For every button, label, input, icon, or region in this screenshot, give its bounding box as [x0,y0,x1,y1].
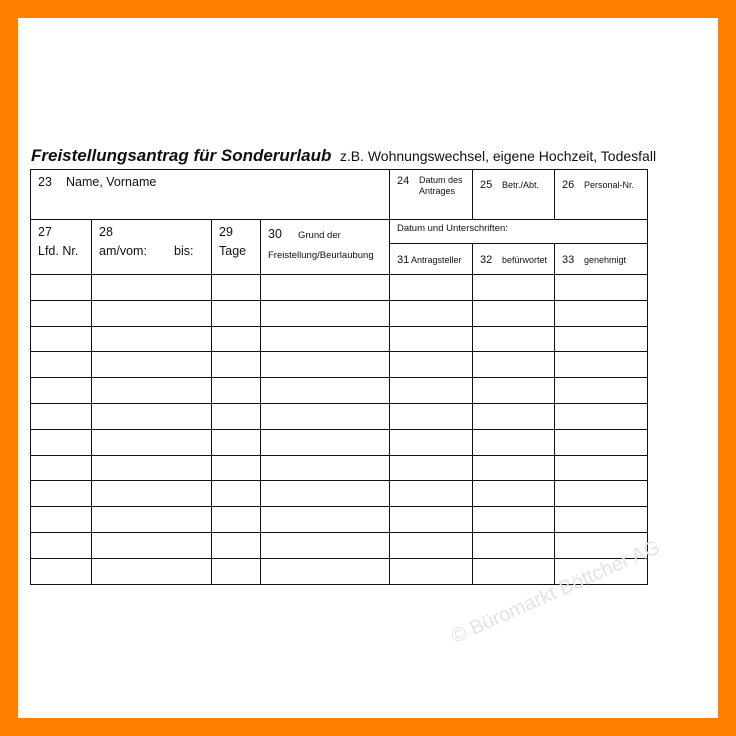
col-29-label: Tage [219,244,247,258]
entry-reason-cell[interactable] [261,378,390,404]
entry-date-cell[interactable] [92,481,212,507]
entry-days-cell[interactable] [212,429,261,455]
entry-date-cell[interactable] [92,275,212,301]
field-24-label: Datum des Antrages [419,175,463,196]
entry-no-cell[interactable] [31,481,92,507]
entry-no-cell[interactable] [31,455,92,481]
entry-no-cell[interactable] [31,532,92,558]
table-row [31,326,648,352]
entry-approved-sign-cell[interactable] [555,378,648,404]
entry-days-cell[interactable] [212,275,261,301]
entry-days-cell[interactable] [212,532,261,558]
entry-reason-cell[interactable] [261,403,390,429]
entry-date-cell[interactable] [92,300,212,326]
entry-date-cell[interactable] [92,455,212,481]
entry-reason-cell[interactable] [261,532,390,558]
entry-endorsed-sign-cell[interactable] [473,403,555,429]
entry-reason-cell[interactable] [261,352,390,378]
entry-date-cell[interactable] [92,429,212,455]
col-31-number: 31 [397,254,410,266]
entry-applicant-sign-cell[interactable] [390,275,473,301]
field-23-name[interactable] [31,170,390,220]
col-27-number: 27 [38,225,52,239]
col-32-number: 32 [480,254,493,266]
form-title-main: Freistellungsantrag für Sonderurlaub [31,146,332,165]
entry-days-cell[interactable] [212,300,261,326]
entry-no-cell[interactable] [31,558,92,584]
entry-endorsed-sign-cell[interactable] [473,326,555,352]
col-28-header [92,220,212,275]
entry-date-cell[interactable] [92,378,212,404]
entry-endorsed-sign-cell[interactable] [473,352,555,378]
col-28-number: 28 [99,225,113,239]
entry-reason-cell[interactable] [261,481,390,507]
table-row [31,507,648,533]
field-26-personnel-number[interactable] [555,170,648,220]
table-row [31,481,648,507]
field-25-department[interactable] [473,170,555,220]
entry-date-cell[interactable] [92,326,212,352]
entry-endorsed-sign-cell[interactable] [473,300,555,326]
entry-applicant-sign-cell[interactable] [390,378,473,404]
entry-days-cell[interactable] [212,403,261,429]
entry-approved-sign-cell[interactable] [555,481,648,507]
entry-applicant-sign-cell[interactable] [390,481,473,507]
field-25-label: Betr./Abt. [502,180,540,190]
col-30-label-line2: Freistellung/Beurlaubung [268,250,374,261]
col-29-number: 29 [219,225,233,239]
field-23-label: Name, Vorname [66,175,157,189]
entry-no-cell[interactable] [31,429,92,455]
entry-applicant-sign-cell[interactable] [390,403,473,429]
entry-reason-cell[interactable] [261,326,390,352]
entry-days-cell[interactable] [212,352,261,378]
entry-reason-cell[interactable] [261,300,390,326]
entry-date-cell[interactable] [92,352,212,378]
col-29-header [212,220,261,275]
entry-applicant-sign-cell[interactable] [390,352,473,378]
col-33-label: genehmigt [584,255,627,265]
entry-applicant-sign-cell[interactable] [390,455,473,481]
col-27-label: Lfd. Nr. [38,244,79,258]
entry-date-cell[interactable] [92,403,212,429]
entry-applicant-sign-cell[interactable] [390,532,473,558]
entry-reason-cell[interactable] [261,429,390,455]
table-row [31,378,648,404]
table-row [31,352,648,378]
entry-date-cell[interactable] [92,532,212,558]
table-row [31,455,648,481]
entry-approved-sign-cell[interactable] [555,326,648,352]
col-30-label-line1: Grund der [298,230,341,241]
field-26-label: Personal-Nr. [584,180,635,190]
entry-approved-sign-cell[interactable] [555,455,648,481]
entry-endorsed-sign-cell[interactable] [473,429,555,455]
field-24-date[interactable] [390,170,473,220]
entry-no-cell[interactable] [31,326,92,352]
col-31-label: Antragsteller [411,255,462,265]
entry-date-cell[interactable] [92,558,212,584]
field-23-number: 23 [38,175,52,189]
entry-days-cell[interactable] [212,326,261,352]
entry-applicant-sign-cell[interactable] [390,300,473,326]
entry-endorsed-sign-cell[interactable] [473,558,555,584]
entry-reason-cell[interactable] [261,275,390,301]
entry-reason-cell[interactable] [261,558,390,584]
col-28-label-to: bis: [174,244,194,258]
entry-no-cell[interactable] [31,275,92,301]
table-row [31,429,648,455]
col-28-label-from: am/vom: [99,244,147,258]
entry-approved-sign-cell[interactable] [555,403,648,429]
entry-days-cell[interactable] [212,558,261,584]
entry-reason-cell[interactable] [261,455,390,481]
table-row [31,275,648,301]
col-32-header [473,244,555,275]
entry-approved-sign-cell[interactable] [555,275,648,301]
entry-date-cell[interactable] [92,507,212,533]
col-32-label: befürwortet [502,255,548,265]
field-24-number: 24 [397,175,410,187]
field-25-number: 25 [480,179,493,191]
table-row [31,300,648,326]
leave-request-table [30,169,648,585]
entry-endorsed-sign-cell[interactable] [473,455,555,481]
entry-rows [31,275,648,585]
table-row [31,403,648,429]
entry-endorsed-sign-cell[interactable] [473,532,555,558]
entry-approved-sign-cell[interactable] [555,300,648,326]
entry-applicant-sign-cell[interactable] [390,429,473,455]
entry-approved-sign-cell[interactable] [555,352,648,378]
entry-endorsed-sign-cell[interactable] [473,481,555,507]
entry-no-cell[interactable] [31,352,92,378]
entry-no-cell[interactable] [31,403,92,429]
col-27-header [31,220,92,275]
entry-no-cell[interactable] [31,507,92,533]
col-30-header [261,220,390,275]
entry-applicant-sign-cell[interactable] [390,558,473,584]
entry-days-cell[interactable] [212,507,261,533]
entry-reason-cell[interactable] [261,507,390,533]
watermark: © Büromarkt Böttcher AG [448,536,664,649]
signatures-header: Datum und Unterschriften: [390,220,648,244]
table-row [31,532,648,558]
entry-approved-sign-cell[interactable] [555,507,648,533]
form-title [31,146,656,166]
entry-applicant-sign-cell[interactable] [390,507,473,533]
col-30-number: 30 [268,227,282,241]
col-33-number: 33 [562,254,575,266]
entry-days-cell[interactable] [212,378,261,404]
col-33-header [555,244,648,275]
entry-endorsed-sign-cell[interactable] [473,378,555,404]
col-31-header [390,244,473,275]
entry-endorsed-sign-cell[interactable] [473,275,555,301]
entry-days-cell[interactable] [212,481,261,507]
field-26-number: 26 [562,179,575,191]
entry-days-cell[interactable] [212,455,261,481]
entry-applicant-sign-cell[interactable] [390,326,473,352]
entry-no-cell[interactable] [31,300,92,326]
entry-approved-sign-cell[interactable] [555,429,648,455]
form-sheet [18,18,718,718]
form-title-sub: z.B. Wohnungswechsel, eigene Hochzeit, Todesfall [339,148,657,164]
entry-endorsed-sign-cell[interactable] [473,507,555,533]
entry-no-cell[interactable] [31,378,92,404]
